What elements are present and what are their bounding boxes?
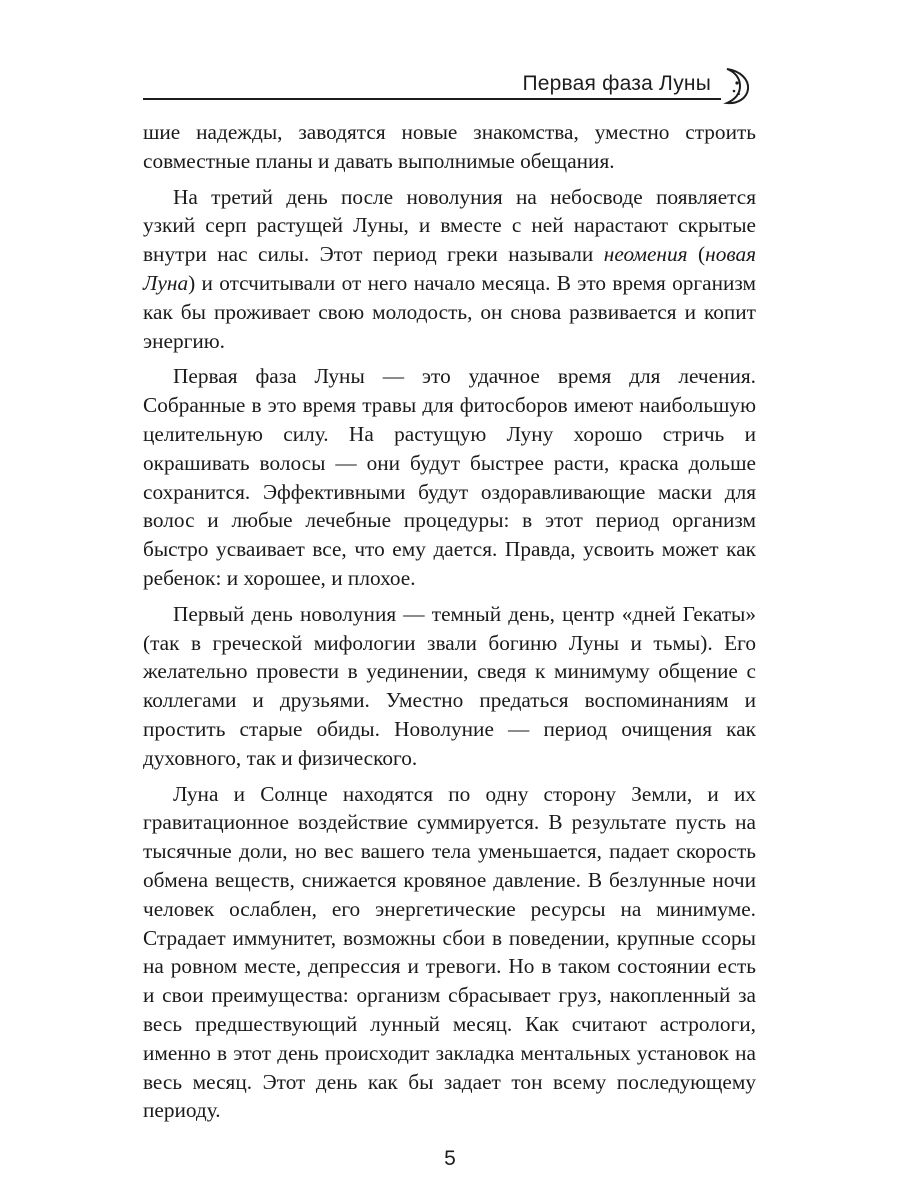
paragraph: Первая фаза Луны — это удачное время для лечения. Собранные в это время травы для фитосборов имеют наибольшую целительную силу. На растущую Луну хорошо стричь и окрашивать волосы — они будут быстрее расти, краска дольше сохранится. Эффективными будут оздоравливающие маски для волос и любые лечебные процедуры: в этот период организм быстро усваивает все, что ему дается. Правда, усвоить может как ребенок: и хорошее, и плохое. — [143, 364, 756, 590]
header-rule — [143, 98, 721, 100]
running-header — [143, 62, 753, 102]
crescent-moon-icon — [719, 66, 753, 106]
paragraph — [143, 183, 756, 356]
italic-gloss: новая Луна — [143, 242, 757, 295]
running-title: Первая фаза Луны — [522, 72, 711, 95]
page-number: 5 — [444, 1147, 456, 1170]
paragraph: шие надежды, заводятся новые знакомства, уместно строить совместные планы и давать выполнимые обещания. — [143, 120, 756, 173]
paragraph-text: ) и отсчитывали от него начало месяца. В это время организм как бы проживает свою молодость, он снова развивается и копит энергию. — [143, 270, 756, 353]
paragraph: Первый день новолуния — темный день, центр «дней Гекаты» (так в греческой мифологии звали богиню Луны и тьмы). Его желательно провести в уединении, сведя к минимуму общение с коллегами и друзьями. Уместно предаться воспоминаниям и простить старые обиды. Новолуние — период очищения как духовного, так и физического. — [143, 601, 756, 770]
body-text — [143, 118, 756, 1132]
paragraph-text: ( — [687, 242, 706, 267]
italic-term: неомения — [603, 242, 688, 267]
paragraph-text: На третий день после новолуния на небосводе появляется узкий серп растущей Луны, и вместе с ней нарастают скрытые внутри нас силы. Этот период греки называли — [143, 184, 756, 267]
paragraph: Луна и Солнце находятся по одну сторону Земли, и их гравитационное воздействие суммируется. В результате пусть на тысячные доли, но вес вашего тела уменьшается, падает скорость обмена веществ, снижается кровяное давление. В безлунные ночи человек ослаблен, его энергетические ресурсы на минимуме. Страдает иммунитет, возможны сбои в поведении, крупные ссоры на ровном месте, депрессия и тревоги. Но в таком состоянии есть и свои преимущества: организм сбрасывает груз, накопленный за весь предшествующий лунный месяц. Как считают астрологи, именно в этот день происходит закладка ментальных установок на весь месяц. Этот день как бы задает тон всему последующему периоду. — [143, 781, 756, 1123]
